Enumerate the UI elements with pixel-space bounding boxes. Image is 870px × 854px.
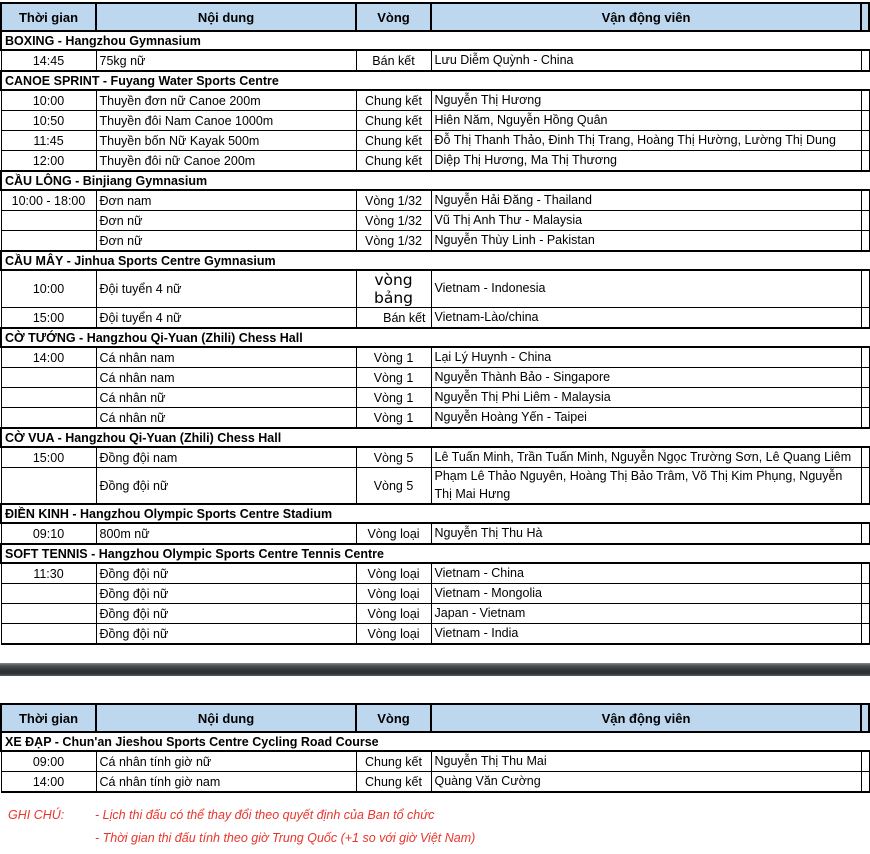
athletes-cell: Vietnam - China <box>431 563 861 584</box>
event-cell: 75kg nữ <box>96 50 356 71</box>
round-cell: Chung kết <box>356 772 431 793</box>
round-cell: Bán kết <box>356 308 431 329</box>
sport-section-title: XE ĐẠP - Chun'an Jieshou Sports Centre Cycling Road Course <box>1 732 869 751</box>
spacer-cell <box>861 270 869 308</box>
round-cell: Chung kết <box>356 111 431 131</box>
time-cell: 14:45 <box>1 50 96 71</box>
time-cell: 09:00 <box>1 751 96 772</box>
round-cell: Bán kết <box>356 50 431 71</box>
time-cell <box>1 604 96 624</box>
athletes-cell: Nguyễn Thị Thu Hà <box>431 523 861 544</box>
time-cell <box>1 388 96 408</box>
schedule-row <box>1 190 869 211</box>
athletes-cell: Japan - Vietnam <box>431 604 861 624</box>
spacer-cell <box>861 624 869 645</box>
time-cell <box>1 624 96 645</box>
spacer-cell <box>861 447 869 468</box>
athletes-cell: Nguyễn Thị Hương <box>431 90 861 111</box>
column-header: Vòng <box>356 3 431 31</box>
athletes-cell: Phạm Lê Thảo Nguyên, Hoàng Thị Bảo Trâm, Võ Thị Kim Phụng, Nguyễn Thị Mai Hưng <box>431 468 861 505</box>
round-cell: Vòng 1 <box>356 388 431 408</box>
round-cell: Vòng 1 <box>356 368 431 388</box>
schedule-table-cycling-body <box>1 704 869 792</box>
schedule-row <box>1 563 869 584</box>
spacer-cell <box>861 347 869 368</box>
header-row <box>1 3 869 31</box>
spacer-cell <box>861 308 869 329</box>
athletes-cell: Nguyễn Hoàng Yến - Taipei <box>431 408 861 429</box>
spacer-cell <box>861 151 869 172</box>
sport-section-title: CỜ VUA - Hangzhou Qi-Yuan (Zhili) Chess Hall <box>1 428 869 447</box>
sport-section-row <box>1 328 869 347</box>
round-cell: Chung kết <box>356 151 431 172</box>
sport-section-title: ĐIỀN KINH - Hangzhou Olympic Sports Centre Stadium <box>1 504 869 523</box>
athletes-cell: Lại Lý Huynh - China <box>431 347 861 368</box>
athletes-cell: Lê Tuấn Minh, Trần Tuấn Minh, Nguyễn Ngọc Trường Sơn, Lê Quang Liêm <box>431 447 861 468</box>
spacer-cell <box>861 751 869 772</box>
notes-lines <box>95 808 475 854</box>
note-line: - Lịch thi đấu có thể thay đổi theo quyết định của Ban tổ chức <box>95 808 435 822</box>
sport-section-row <box>1 504 869 523</box>
schedule-row <box>1 523 869 544</box>
schedule-row <box>1 111 869 131</box>
schedule-row <box>1 447 869 468</box>
time-cell: 10:00 <box>1 90 96 111</box>
event-cell: Đồng đội nữ <box>96 563 356 584</box>
sport-section-row <box>1 71 869 90</box>
schedule-row <box>1 151 869 172</box>
time-cell: 10:00 <box>1 270 96 308</box>
sport-section-row <box>1 544 869 563</box>
athletes-cell: Hiên Năm, Nguyễn Hồng Quân <box>431 111 861 131</box>
athletes-cell: Đỗ Thị Thanh Thảo, Đinh Thị Trang, Hoàng Thị Hường, Lường Thị Dung <box>431 131 861 151</box>
time-cell: 15:00 <box>1 447 96 468</box>
schedule-row <box>1 624 869 645</box>
time-cell <box>1 468 96 505</box>
time-cell <box>1 231 96 252</box>
column-header: Thời gian <box>1 704 96 732</box>
schedule-row <box>1 308 869 329</box>
time-cell: 11:45 <box>1 131 96 151</box>
round-cell: Vòng loại <box>356 624 431 645</box>
spacer-cell <box>861 388 869 408</box>
round-cell: Vòng 1/32 <box>356 231 431 252</box>
event-cell: Thuyền bốn Nữ Kayak 500m <box>96 131 356 151</box>
athletes-cell: Diệp Thị Hương, Ma Thị Thương <box>431 151 861 172</box>
spacer-cell <box>861 368 869 388</box>
round-cell: Chung kết <box>356 751 431 772</box>
spacer-cell <box>861 584 869 604</box>
time-cell <box>1 368 96 388</box>
sport-section-title: CẦU LÔNG - Binjiang Gymnasium <box>1 171 869 190</box>
schedule-table-main <box>0 2 870 645</box>
sport-section-row <box>1 171 869 190</box>
spacer-cell <box>861 231 869 252</box>
time-cell <box>1 211 96 231</box>
event-cell: Đội tuyển 4 nữ <box>96 308 356 329</box>
round-cell: Vòng 1 <box>356 408 431 429</box>
time-cell: 14:00 <box>1 772 96 793</box>
sport-section-row <box>1 251 869 270</box>
notes-label: GHI CHÚ: <box>8 808 65 822</box>
athletes-cell: Lưu Diễm Quỳnh - China <box>431 50 861 71</box>
schedule-row <box>1 90 869 111</box>
athletes-cell: Vũ Thị Anh Thư - Malaysia <box>431 211 861 231</box>
spacer-cell <box>861 772 869 793</box>
time-cell: 15:00 <box>1 308 96 329</box>
spacer-cell <box>861 468 869 505</box>
time-cell <box>1 584 96 604</box>
schedule-row <box>1 772 869 793</box>
event-cell: Đồng đội nam <box>96 447 356 468</box>
sport-section-row <box>1 732 869 751</box>
event-cell: Cá nhân nam <box>96 368 356 388</box>
schedule-row <box>1 347 869 368</box>
event-cell: Thuyền đôi nữ Canoe 200m <box>96 151 356 172</box>
sport-section-row <box>1 31 869 50</box>
event-cell: 800m nữ <box>96 523 356 544</box>
header-row <box>1 704 869 732</box>
round-cell: Vòng 1/32 <box>356 190 431 211</box>
time-cell: 14:00 <box>1 347 96 368</box>
sport-section-row <box>1 428 869 447</box>
athletes-cell: Vietnam-Lào/china <box>431 308 861 329</box>
round-cell: Vòng 1 <box>356 347 431 368</box>
column-header: Thời gian <box>1 3 96 31</box>
round-cell: Vòng loại <box>356 604 431 624</box>
spacer-cell <box>861 211 869 231</box>
schedule-row <box>1 468 869 505</box>
schedule-row <box>1 408 869 429</box>
schedule-row <box>1 50 869 71</box>
spacer-cell <box>861 190 869 211</box>
athletes-cell: Nguyễn Thùy Linh - Pakistan <box>431 231 861 252</box>
schedule-row <box>1 584 869 604</box>
spacer-cell <box>861 131 869 151</box>
athletes-cell: Nguyễn Thành Bảo - Singapore <box>431 368 861 388</box>
spacer-cell <box>861 604 869 624</box>
time-cell: 12:00 <box>1 151 96 172</box>
notes-block <box>0 808 870 854</box>
event-cell: Đội tuyển 4 nữ <box>96 270 356 308</box>
sport-section-title: CẦU MÂY - Jinhua Sports Centre Gymnasium <box>1 251 869 270</box>
sport-section-title: SOFT TENNIS - Hangzhou Olympic Sports Centre Tennis Centre <box>1 544 869 563</box>
round-cell: Vòng 5 <box>356 468 431 505</box>
sport-section-title: CỜ TƯỚNG - Hangzhou Qi-Yuan (Zhili) Chess Hall <box>1 328 869 347</box>
spacer-cell <box>861 90 869 111</box>
event-cell: Cá nhân nữ <box>96 408 356 429</box>
time-cell: 10:00 - 18:00 <box>1 190 96 211</box>
event-cell: Đồng đội nữ <box>96 468 356 505</box>
event-cell: Đồng đội nữ <box>96 584 356 604</box>
round-cell: Chung kết <box>356 131 431 151</box>
section-separator-bar <box>0 663 870 676</box>
event-cell: Đơn nữ <box>96 231 356 252</box>
sport-section-title: BOXING - Hangzhou Gymnasium <box>1 31 869 50</box>
note-line: - Thời gian thi đấu tính theo giờ Trung Quốc (+1 so với giờ Việt Nam) <box>95 831 476 845</box>
round-cell: Vòng 5 <box>356 447 431 468</box>
round-cell: vòng bảng <box>356 270 431 308</box>
schedule-row <box>1 751 869 772</box>
event-cell: Cá nhân tính giờ nam <box>96 772 356 793</box>
schedule-table-main-body <box>1 3 869 644</box>
spacer-cell <box>861 50 869 71</box>
schedule-row <box>1 231 869 252</box>
column-header: Vận động viên <box>431 704 861 732</box>
schedule-row <box>1 131 869 151</box>
schedule-row <box>1 604 869 624</box>
athletes-cell: Quàng Văn Cường <box>431 772 861 793</box>
event-cell: Thuyền đôi Nam Canoe 1000m <box>96 111 356 131</box>
event-cell: Đồng đội nữ <box>96 604 356 624</box>
column-header: Vòng <box>356 704 431 732</box>
athletes-cell: Nguyễn Thị Phi Liêm - Malaysia <box>431 388 861 408</box>
schedule-table-cycling <box>0 703 870 793</box>
schedule-row <box>1 388 869 408</box>
event-cell: Cá nhân tính giờ nữ <box>96 751 356 772</box>
round-cell: Vòng loại <box>356 523 431 544</box>
time-cell <box>1 408 96 429</box>
column-header: Vận động viên <box>431 3 861 31</box>
event-cell: Đơn nam <box>96 190 356 211</box>
athletes-cell: Vietnam - India <box>431 624 861 645</box>
schedule-row <box>1 211 869 231</box>
sport-section-title: CANOE SPRINT - Fuyang Water Sports Centre <box>1 71 869 90</box>
athletes-cell: Nguyễn Thị Thu Mai <box>431 751 861 772</box>
athletes-cell: Vietnam - Indonesia <box>431 270 861 308</box>
column-header: Nội dung <box>96 704 356 732</box>
spacer-cell <box>861 408 869 429</box>
schedule-row <box>1 368 869 388</box>
round-cell: Vòng loại <box>356 584 431 604</box>
header-spacer-cell <box>861 3 869 31</box>
event-cell: Cá nhân nữ <box>96 388 356 408</box>
athletes-cell: Nguyễn Hải Đăng - Thailand <box>431 190 861 211</box>
event-cell: Đồng đội nữ <box>96 624 356 645</box>
event-cell: Cá nhân nam <box>96 347 356 368</box>
round-cell: Vòng 1/32 <box>356 211 431 231</box>
spacer-cell <box>861 523 869 544</box>
column-header: Nội dung <box>96 3 356 31</box>
header-spacer-cell <box>861 704 869 732</box>
round-cell: Vòng loại <box>356 563 431 584</box>
spacer-cell <box>861 111 869 131</box>
spacer-cell <box>861 563 869 584</box>
schedule-row <box>1 270 869 308</box>
time-cell: 09:10 <box>1 523 96 544</box>
time-cell: 11:30 <box>1 563 96 584</box>
round-cell: Chung kết <box>356 90 431 111</box>
athletes-cell: Vietnam - Mongolia <box>431 584 861 604</box>
time-cell: 10:50 <box>1 111 96 131</box>
event-cell: Thuyền đơn nữ Canoe 200m <box>96 90 356 111</box>
event-cell: Đơn nữ <box>96 211 356 231</box>
